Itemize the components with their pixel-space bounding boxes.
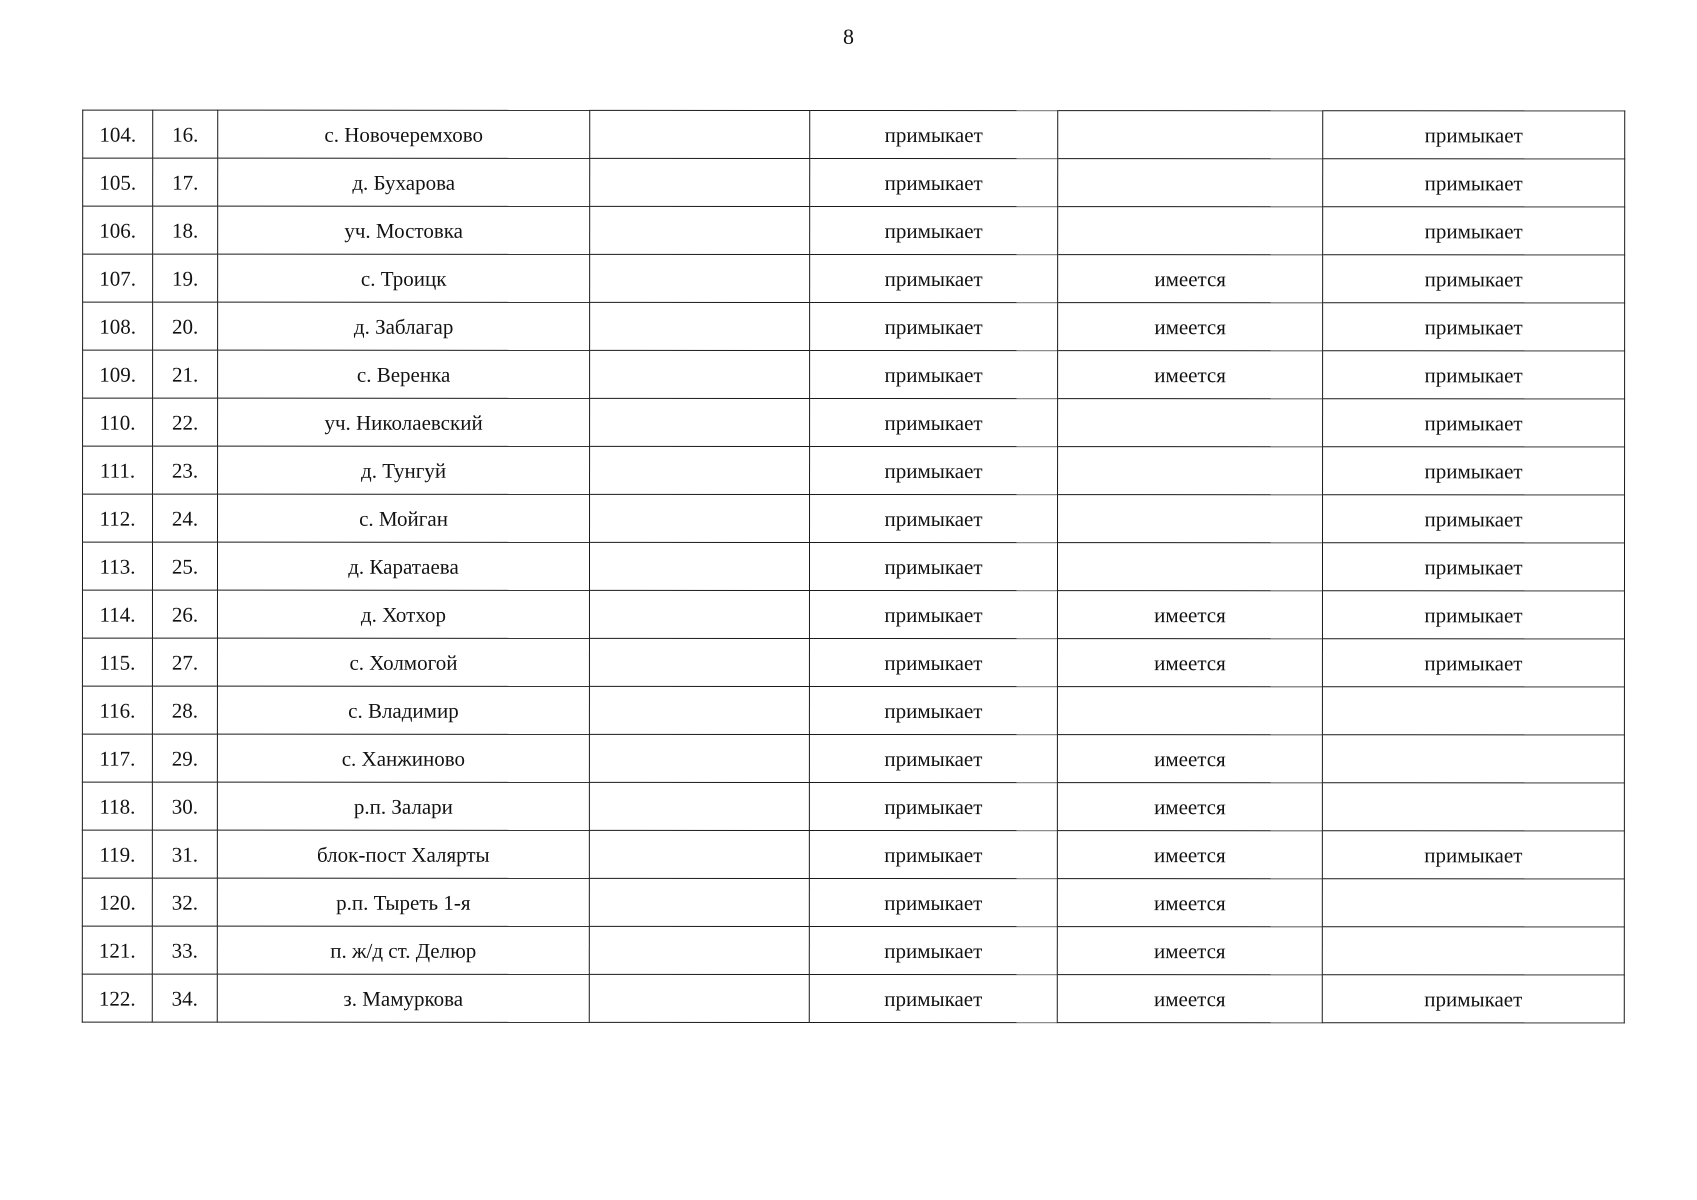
row-number-cell: 110. <box>83 398 153 446</box>
table-row <box>82 686 1624 735</box>
blank-cell <box>590 350 810 398</box>
blank-cell <box>590 254 810 302</box>
blank-cell <box>589 638 809 686</box>
settlement-name-cell: с. Веренка <box>218 350 590 398</box>
row-number-cell: 112. <box>83 494 153 542</box>
blank-cell <box>589 926 809 974</box>
availability-cell: имеется <box>1057 591 1322 639</box>
adjacency-cell: примыкает <box>809 638 1057 686</box>
adjacency-cell: примыкает <box>810 398 1058 446</box>
table-row <box>82 542 1624 591</box>
blank-cell <box>589 878 809 926</box>
blank-cell <box>590 398 810 446</box>
table-row <box>83 110 1625 159</box>
table-row <box>82 734 1624 783</box>
blank-cell <box>590 158 810 206</box>
adjacency-second-cell: примыкает <box>1322 639 1624 687</box>
blank-cell <box>590 110 810 158</box>
availability-cell <box>1058 111 1323 159</box>
blank-cell <box>590 494 810 542</box>
adjacency-cell: примыкает <box>809 542 1057 590</box>
availability-cell: имеется <box>1058 303 1323 351</box>
settlement-name-cell: д. Хотхор <box>217 590 589 638</box>
table-body <box>82 110 1624 1023</box>
table-row <box>82 974 1624 1023</box>
availability-cell: имеется <box>1057 831 1322 879</box>
adjacency-second-cell: примыкает <box>1323 159 1625 207</box>
settlement-name-cell: уч. Николаевский <box>218 398 590 446</box>
blank-cell <box>590 206 810 254</box>
adjacency-cell: примыкает <box>809 590 1057 638</box>
table-row <box>83 398 1625 447</box>
row-number-cell: 109. <box>83 350 153 398</box>
adjacency-second-cell: примыкает <box>1323 351 1625 399</box>
blank-cell <box>589 974 809 1022</box>
blank-cell <box>589 830 809 878</box>
row-number-cell: 114. <box>82 590 152 638</box>
adjacency-cell: примыкает <box>809 686 1057 734</box>
row-number-cell: 116. <box>82 686 152 734</box>
table-row <box>82 830 1624 879</box>
row-number-cell: 120. <box>82 878 152 926</box>
adjacency-second-cell <box>1322 879 1624 927</box>
blank-cell <box>589 542 809 590</box>
sub-number-cell: 16. <box>153 110 218 158</box>
availability-cell: имеется <box>1058 255 1323 303</box>
settlements-table <box>82 110 1625 1024</box>
availability-cell <box>1058 399 1323 447</box>
settlement-name-cell: р.п. Залари <box>217 782 589 830</box>
sub-number-cell: 30. <box>152 782 217 830</box>
adjacency-cell: примыкает <box>810 110 1058 158</box>
adjacency-cell: примыкает <box>809 974 1057 1022</box>
table-row <box>82 926 1624 975</box>
adjacency-second-cell: примыкает <box>1322 831 1624 879</box>
table-row <box>82 878 1624 927</box>
table-row <box>83 350 1625 399</box>
row-number-cell: 108. <box>83 302 153 350</box>
adjacency-cell: примыкает <box>810 446 1058 494</box>
availability-cell: имеется <box>1057 927 1322 975</box>
settlement-name-cell: д. Бухарова <box>218 158 590 206</box>
blank-cell <box>589 686 809 734</box>
adjacency-second-cell: примыкает <box>1323 207 1625 255</box>
settlement-name-cell: блок-пост Халярты <box>217 830 589 878</box>
adjacency-cell: примыкает <box>810 494 1058 542</box>
row-number-cell: 122. <box>82 974 152 1022</box>
adjacency-second-cell: примыкает <box>1322 591 1624 639</box>
settlement-name-cell: уч. Мостовка <box>218 206 590 254</box>
settlement-name-cell: с. Холмогой <box>217 638 589 686</box>
availability-cell: имеется <box>1057 639 1322 687</box>
row-number-cell: 117. <box>82 734 152 782</box>
row-number-cell: 111. <box>83 446 153 494</box>
blank-cell <box>589 782 809 830</box>
availability-cell <box>1058 447 1323 495</box>
sub-number-cell: 23. <box>153 446 218 494</box>
sub-number-cell: 22. <box>153 398 218 446</box>
table-row <box>83 494 1625 543</box>
availability-cell: имеется <box>1058 351 1323 399</box>
row-number-cell: 107. <box>83 254 153 302</box>
table-row <box>83 158 1625 207</box>
table-row <box>82 590 1624 639</box>
settlement-name-cell: д. Заблагар <box>218 302 590 350</box>
row-number-cell: 105. <box>83 158 153 206</box>
table-row <box>82 782 1624 831</box>
page-number: 8 <box>843 24 854 49</box>
blank-cell <box>590 302 810 350</box>
sub-number-cell: 34. <box>152 974 217 1022</box>
settlement-name-cell: д. Тунгуй <box>218 446 590 494</box>
sub-number-cell: 33. <box>152 926 217 974</box>
settlement-name-cell: с. Мойган <box>218 494 590 542</box>
availability-cell: имеется <box>1057 879 1322 927</box>
adjacency-cell: примыкает <box>809 878 1057 926</box>
settlement-name-cell: д. Каратаева <box>217 542 589 590</box>
settlement-name-cell: с. Новочеремхово <box>218 110 590 158</box>
adjacency-cell: примыкает <box>810 206 1058 254</box>
row-number-cell: 121. <box>82 926 152 974</box>
adjacency-cell: примыкает <box>809 926 1057 974</box>
blank-cell <box>589 590 809 638</box>
availability-cell: имеется <box>1057 975 1322 1023</box>
row-number-cell: 106. <box>83 206 153 254</box>
table-row <box>83 254 1625 303</box>
table-row <box>83 206 1625 255</box>
settlement-name-cell: п. ж/д ст. Делюр <box>217 926 589 974</box>
row-number-cell: 119. <box>82 830 152 878</box>
adjacency-second-cell: примыкает <box>1322 543 1624 591</box>
adjacency-second-cell <box>1322 687 1624 735</box>
adjacency-second-cell <box>1322 783 1624 831</box>
adjacency-second-cell: примыкает <box>1322 975 1624 1023</box>
blank-cell <box>589 734 809 782</box>
adjacency-second-cell: примыкает <box>1323 495 1625 543</box>
adjacency-second-cell: примыкает <box>1323 303 1625 351</box>
adjacency-cell: примыкает <box>810 350 1058 398</box>
adjacency-cell: примыкает <box>809 734 1057 782</box>
sub-number-cell: 29. <box>152 734 217 782</box>
table-row <box>82 638 1624 687</box>
adjacency-cell: примыкает <box>810 302 1058 350</box>
sub-number-cell: 20. <box>153 302 218 350</box>
settlement-name-cell: р.п. Тыреть 1-я <box>217 878 589 926</box>
sub-number-cell: 26. <box>152 590 217 638</box>
sub-number-cell: 17. <box>153 158 218 206</box>
sub-number-cell: 24. <box>153 494 218 542</box>
sub-number-cell: 32. <box>152 878 217 926</box>
adjacency-second-cell: примыкает <box>1323 399 1625 447</box>
sub-number-cell: 27. <box>152 638 217 686</box>
sub-number-cell: 18. <box>153 206 218 254</box>
sub-number-cell: 28. <box>152 686 217 734</box>
settlement-name-cell: з. Мамуркова <box>217 974 589 1022</box>
adjacency-second-cell <box>1322 927 1624 975</box>
adjacency-second-cell <box>1322 735 1624 783</box>
settlement-name-cell: с. Владимир <box>217 686 589 734</box>
availability-cell <box>1057 687 1322 735</box>
row-number-cell: 115. <box>82 638 152 686</box>
availability-cell <box>1058 159 1323 207</box>
adjacency-cell: примыкает <box>809 830 1057 878</box>
table-row <box>83 302 1625 351</box>
sub-number-cell: 25. <box>152 542 217 590</box>
row-number-cell: 104. <box>83 110 153 158</box>
row-number-cell: 118. <box>82 782 152 830</box>
availability-cell: имеется <box>1057 783 1322 831</box>
adjacency-cell: примыкает <box>810 254 1058 302</box>
row-number-cell: 113. <box>82 542 152 590</box>
table-row <box>83 446 1625 495</box>
sub-number-cell: 31. <box>152 830 217 878</box>
sub-number-cell: 19. <box>153 254 218 302</box>
adjacency-second-cell: примыкает <box>1323 111 1625 159</box>
adjacency-cell: примыкает <box>809 782 1057 830</box>
availability-cell <box>1058 495 1323 543</box>
adjacency-second-cell: примыкает <box>1323 255 1625 303</box>
settlement-name-cell: с. Ханжиново <box>217 734 589 782</box>
adjacency-cell: примыкает <box>810 158 1058 206</box>
availability-cell <box>1058 207 1323 255</box>
settlement-name-cell: с. Троицк <box>218 254 590 302</box>
availability-cell <box>1057 543 1322 591</box>
blank-cell <box>590 446 810 494</box>
availability-cell: имеется <box>1057 735 1322 783</box>
adjacency-second-cell: примыкает <box>1323 447 1625 495</box>
sub-number-cell: 21. <box>153 350 218 398</box>
